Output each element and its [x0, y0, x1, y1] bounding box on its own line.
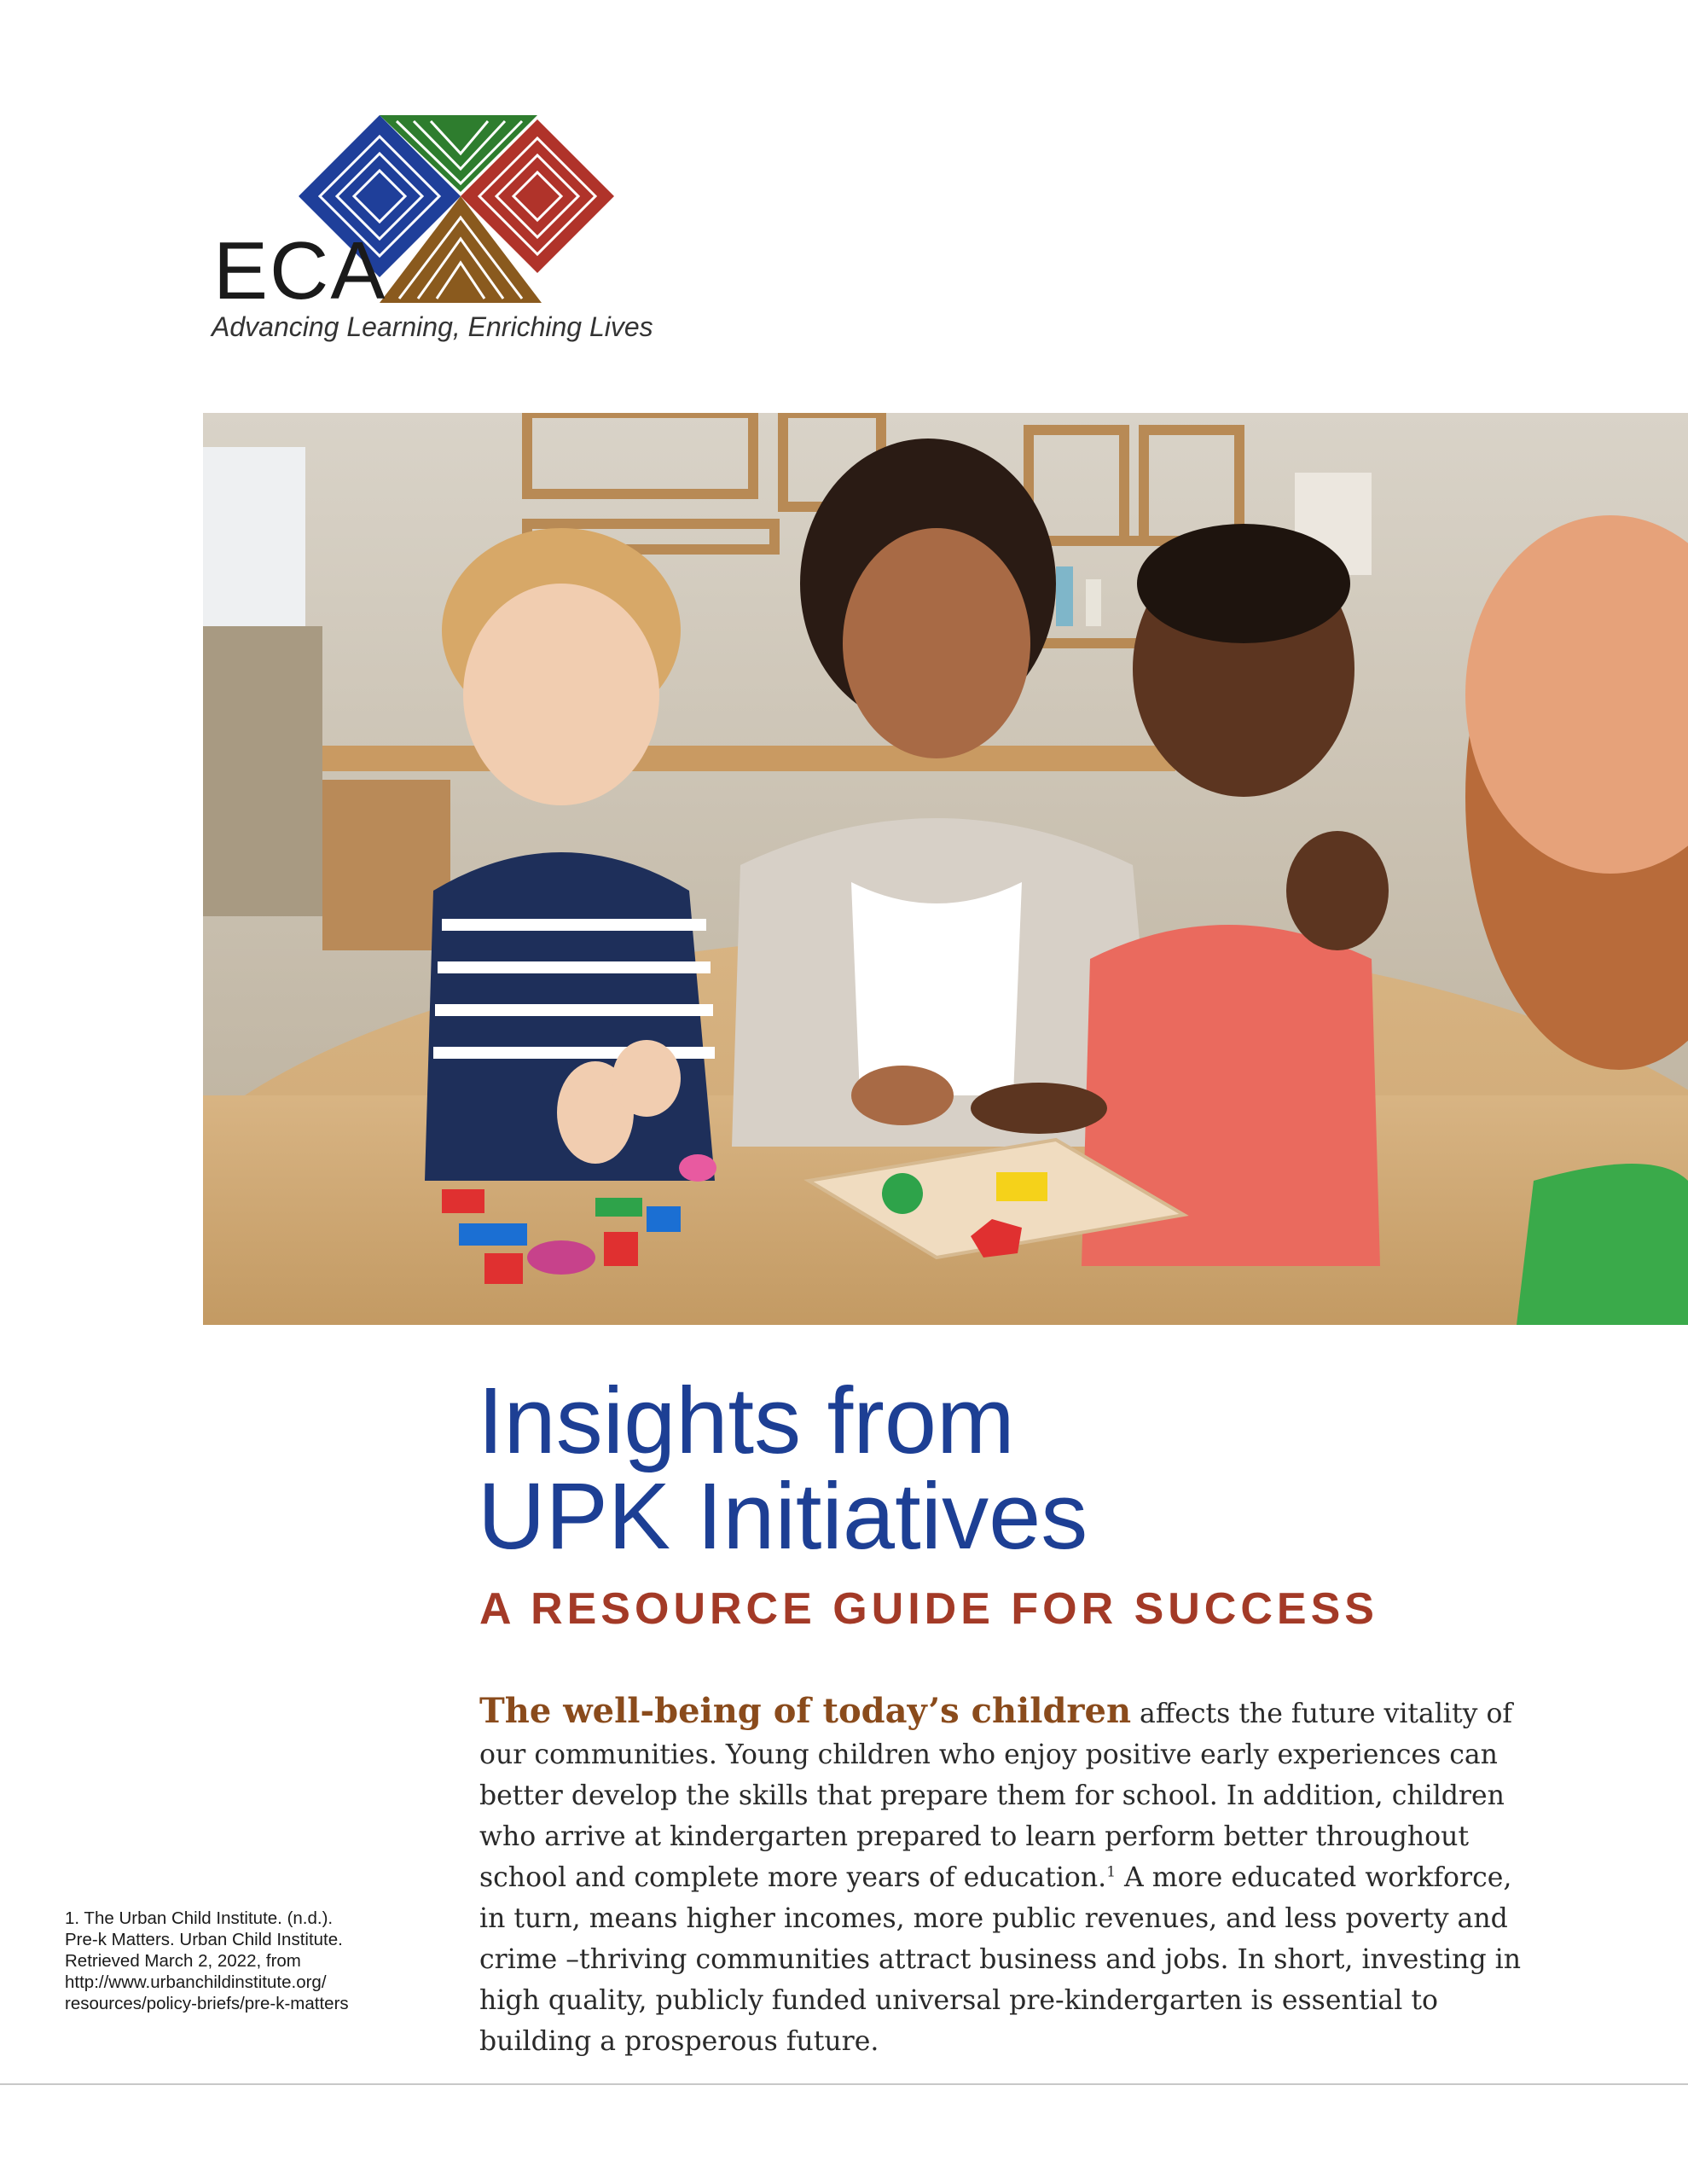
footnote-line: Pre-k Matters. Urban Child Institute. [65, 1930, 343, 1949]
body-text-part-2: A more educated workforce, in turn, means higher incomes, more public revenues, and less poverty and crime –thriving communities attract business and jobs. In short, investing in high quality, publicly funded universal pre-kindergarten is essential to building a prosperous future. [479, 1862, 1521, 2057]
title-line-2: UPK Initiatives [478, 1464, 1088, 1569]
intro-paragraph [479, 1691, 1533, 2062]
footnote [65, 1908, 423, 2014]
footnote-line: Retrieved March 2, 2022, from [65, 1951, 301, 1971]
lead-in-phrase: The well-being of today’s children [479, 1691, 1132, 1731]
footnote-url: resources/policy-briefs/pre-k-matters [65, 1994, 349, 2013]
footnote-reference: 1 [1106, 1863, 1117, 1881]
page-title [478, 1368, 1088, 1569]
eca-logo [205, 111, 653, 350]
title-line-1: Insights from [478, 1368, 1015, 1473]
body-text-part-1: affects the future vitality of our communities. Young children who enjoy positive early experiences can better develop the skills that prepare them for school. In addition, children who arrive at kindergarten prepared to learn perform better throughout school and complete more years of education. [479, 1699, 1513, 1893]
classroom-photo-icon [203, 413, 1688, 1325]
footnote-url: http://www.urbanchildinstitute.org/ [65, 1972, 327, 1992]
hero-classroom-photo [203, 413, 1688, 1325]
bottom-divider [0, 2083, 1688, 2085]
page-subtitle: A RESOURCE GUIDE FOR SUCCESS [479, 1584, 1378, 1634]
logo-wordmark: ECA [213, 225, 387, 317]
logo-tagline: Advancing Learning, Enriching Lives [212, 311, 653, 342]
footnote-line: 1. The Urban Child Institute. (n.d.). [65, 1908, 334, 1928]
